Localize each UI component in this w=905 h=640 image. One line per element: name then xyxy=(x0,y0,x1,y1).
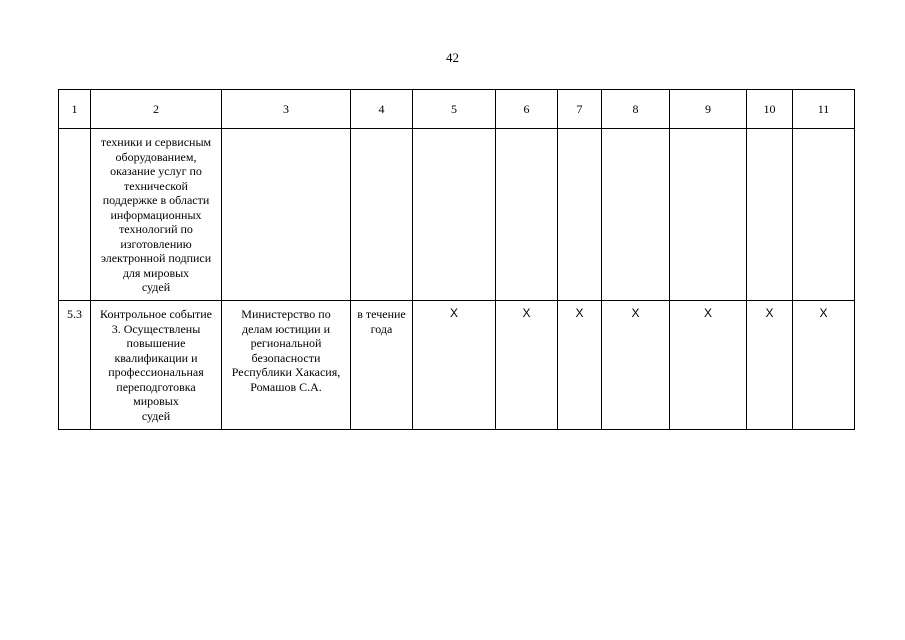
table-header-row xyxy=(59,90,855,129)
column-header-6: 6 xyxy=(496,90,558,129)
column-header-1: 1 xyxy=(59,90,91,129)
mark-cell-8 xyxy=(602,301,670,430)
column-header-8: 8 xyxy=(602,90,670,129)
table-row xyxy=(59,301,855,430)
column-header-2: 2 xyxy=(91,90,222,129)
term-cell xyxy=(351,129,413,301)
x-mark: X xyxy=(703,306,712,320)
responsible-text: Министерство по делам юстиции и региональной безопасности Республики Хакасия, Ромашов С.А. xyxy=(231,307,341,394)
row-number: 5.3 xyxy=(67,307,82,321)
mark-cell-11 xyxy=(793,301,855,430)
page-number: 42 xyxy=(446,50,459,65)
column-header-9: 9 xyxy=(670,90,747,129)
x-mark: X xyxy=(819,306,828,320)
x-mark: X xyxy=(522,306,531,320)
table-row xyxy=(59,129,855,301)
plan-table xyxy=(58,89,855,430)
column-header-7: 7 xyxy=(558,90,602,129)
mark-cell-5 xyxy=(413,129,496,301)
column-header-11: 11 xyxy=(793,90,855,129)
column-header-10: 10 xyxy=(747,90,793,129)
responsible-cell xyxy=(222,301,351,430)
x-mark: X xyxy=(765,306,774,320)
mark-cell-7 xyxy=(558,129,602,301)
column-header-3: 3 xyxy=(222,90,351,129)
event-cell xyxy=(91,129,222,301)
mark-cell-9 xyxy=(670,301,747,430)
x-mark: X xyxy=(631,306,640,320)
mark-cell-9 xyxy=(670,129,747,301)
column-header-5: 5 xyxy=(413,90,496,129)
mark-cell-5 xyxy=(413,301,496,430)
term-text: в течение года xyxy=(357,307,406,336)
mark-cell-8 xyxy=(602,129,670,301)
x-mark: X xyxy=(575,306,584,320)
event-text: техники и сервисным оборудованием, оказание услуг по технической поддержке в области информационных технологий по изготовлению электронной подписи для мировых судей xyxy=(100,135,212,294)
column-header-4: 4 xyxy=(351,90,413,129)
mark-cell-6 xyxy=(496,129,558,301)
mark-cell-7 xyxy=(558,301,602,430)
event-cell xyxy=(91,301,222,430)
mark-cell-10 xyxy=(747,301,793,430)
responsible-cell xyxy=(222,129,351,301)
term-cell xyxy=(351,301,413,430)
mark-cell-10 xyxy=(747,129,793,301)
event-text: Контрольное событие 3. Осуществлены повышение квалификации и профессиональная переподготовка мировых судей xyxy=(100,307,212,423)
x-mark: X xyxy=(449,306,458,320)
mark-cell-6 xyxy=(496,301,558,430)
row-number-cell xyxy=(59,129,91,301)
row-number-cell xyxy=(59,301,91,430)
mark-cell-11 xyxy=(793,129,855,301)
